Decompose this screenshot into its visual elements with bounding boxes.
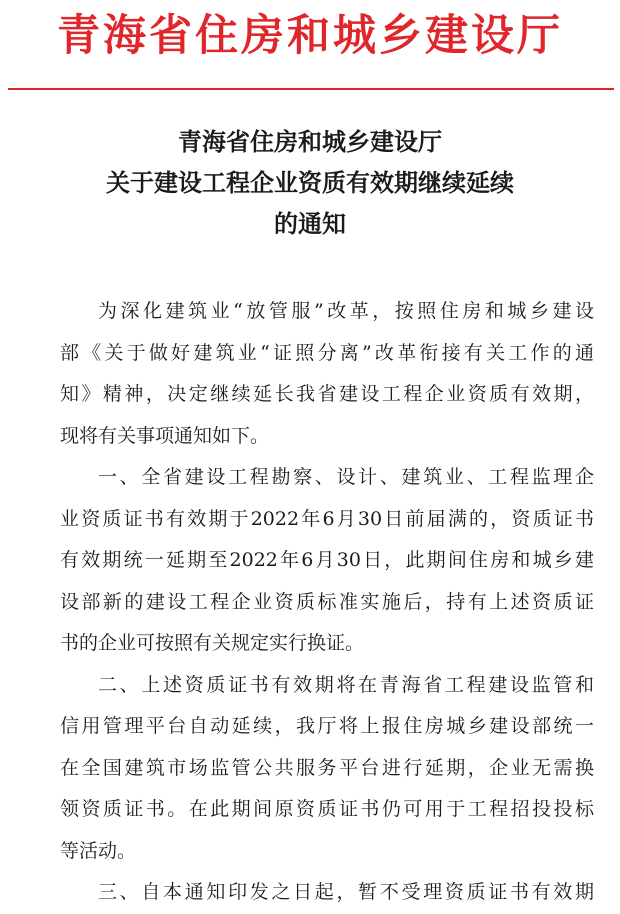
body-line: 现将有关事项通知如下。 <box>60 424 270 447</box>
body-line: 业资质证书有效期于2022年6月30日前届满的，资质证书 <box>60 507 594 530</box>
document-title <box>0 122 620 245</box>
body-line: 领资质证书。在此期间原资质证书仍可用于工程招投投标 <box>60 798 594 820</box>
body-line: 部《关于做好建筑业“证照分离”改革衔接有关工作的通 <box>60 341 594 364</box>
title-line-1: 青海省住房和城乡建设厅 <box>178 128 442 156</box>
body-line: 一、全省建设工程勘察、设计、建筑业、工程监理企 <box>98 466 594 488</box>
body-line: 二、上述资质证书有效期将在青海省工程建设监管和 <box>98 673 594 696</box>
body-line: 在全国建筑市场监管公共服务平台进行延期，企业无需换 <box>60 756 594 779</box>
body-line: 设部新的建设工程企业资质标准实施后，持有上述资质证 <box>60 590 594 613</box>
title-line-3: 的通知 <box>274 210 346 238</box>
body-line: 为深化建筑业“放管服”改革，按照住房和城乡建设 <box>98 300 594 322</box>
body-line: 有效期统一延期至2022年6月30日，此期间住房和城乡建 <box>60 549 594 571</box>
title-line-2: 关于建设工程企业资质有效期继续延续 <box>106 169 514 197</box>
body-line: 信用管理平台自动延续，我厅将上报住房城乡建设部统一 <box>60 715 594 737</box>
document-body <box>60 291 594 914</box>
body-line: 书的企业可按照有关规定实行换证。 <box>60 632 365 654</box>
body-line: 知》精神，决定继续延长我省建设工程企业资质有效期， <box>60 383 594 405</box>
agency-masthead: 青海省住房和城乡建设厅 <box>57 11 563 61</box>
body-line: 等活动。 <box>60 839 137 862</box>
body-line: 三、自本通知印发之日起，暂不受理资质证书有效期 <box>98 881 594 903</box>
red-header-rule <box>8 88 614 90</box>
